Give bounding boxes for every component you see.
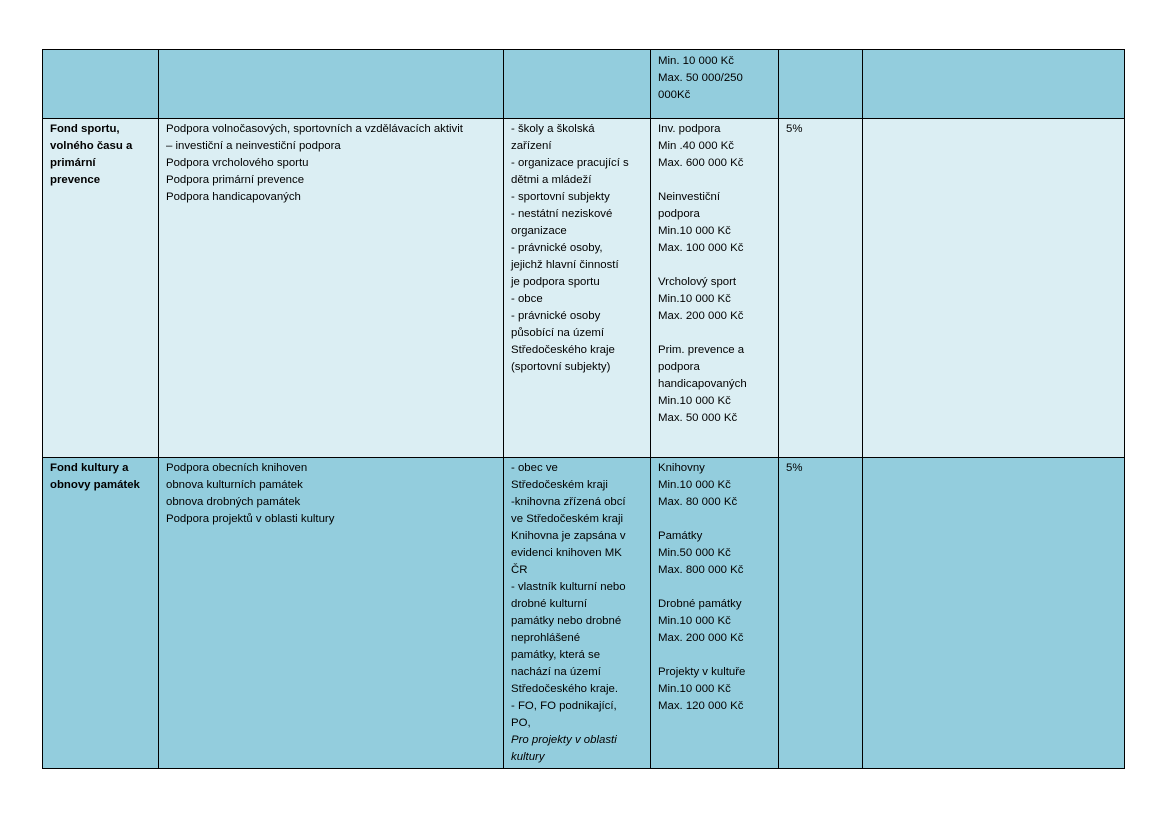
- cell-text-line: Max. 600 000 Kč: [658, 157, 744, 169]
- cell-text-line: Památky: [658, 530, 703, 542]
- cell-text-line: Pro projekty v oblasti: [511, 734, 617, 746]
- cell-text-line: Knihovny: [658, 462, 705, 474]
- cell-text-line: Max. 100 000 Kč: [658, 242, 744, 254]
- cell-text-line: Podpora obecních knihoven: [166, 462, 308, 474]
- cell-text-line: - školy a školská: [511, 123, 595, 135]
- amounts-cell: [651, 458, 779, 769]
- cell-text-line: Min .40 000 Kč: [658, 140, 734, 152]
- cell-text-line: Fond sportu,: [50, 123, 120, 135]
- cell-text-line: Max. 50 000 Kč: [658, 412, 738, 424]
- note-cell: [863, 458, 1125, 769]
- amounts-cell: [651, 50, 779, 119]
- cell-text-line: jejichž hlavní činností: [511, 259, 619, 271]
- cell-text-line: Max. 800 000 Kč: [658, 564, 744, 576]
- cell-text-line: Min.10 000 Kč: [658, 683, 731, 695]
- cell-text-line: Max. 200 000 Kč: [658, 310, 744, 322]
- cell-text-line: Podpora projektů v oblasti kultury: [166, 513, 335, 525]
- cell-text-line: Neinvestiční: [658, 191, 721, 203]
- note-cell: [863, 50, 1125, 119]
- cell-text-line: Podpora vrcholového sportu: [166, 157, 309, 169]
- cell-text-line: Min.10 000 Kč: [658, 615, 731, 627]
- cell-text-line: Max. 50 000/250: [658, 72, 743, 84]
- cell-text-line: primární: [50, 157, 96, 169]
- cell-text-line: handicapovaných: [658, 378, 747, 390]
- cell-text-line: evidenci knihoven MK: [511, 547, 622, 559]
- cell-text-line: Min. 10 000 Kč: [658, 55, 734, 67]
- cell-text-line: památky nebo drobné: [511, 615, 622, 627]
- cell-text-line: [658, 325, 773, 342]
- cell-text-line: Podpora volnočasových, sportovních a vzdělávacích aktivit: [166, 123, 463, 135]
- percent-cell: [779, 50, 863, 119]
- cell-text-line: Podpora primární prevence: [166, 174, 305, 186]
- cell-text-line: ČR: [511, 564, 528, 576]
- fund-name-cell: [43, 119, 159, 458]
- cell-text-line: Min.10 000 Kč: [658, 225, 731, 237]
- cell-text-line: působící na území: [511, 327, 605, 339]
- cell-text-line: - vlastník kulturní nebo: [511, 581, 626, 593]
- applicants-cell: [504, 119, 651, 458]
- cell-text-line: prevence: [50, 174, 101, 186]
- cell-text-line: [658, 647, 773, 664]
- cell-text-line: podpora: [658, 361, 700, 373]
- cell-text-line: - obec ve: [511, 462, 558, 474]
- cell-text-line: - sportovní subjekty: [511, 191, 610, 203]
- cell-text-line: Max. 120 000 Kč: [658, 700, 744, 712]
- cell-text-line: obnova kulturních památek: [166, 479, 303, 491]
- cell-text-line: Min.10 000 Kč: [658, 479, 731, 491]
- cell-text-line: - obce: [511, 293, 543, 305]
- cell-text-line: Min.50 000 Kč: [658, 547, 731, 559]
- applicants-cell: [504, 458, 651, 769]
- cell-text-line: kultury: [511, 751, 545, 763]
- cell-text-line: je podpora sportu: [511, 276, 600, 288]
- cell-text-line: podpora: [658, 208, 700, 220]
- cell-text-line: PO,: [511, 717, 531, 729]
- cell-text-line: [658, 511, 773, 528]
- fund-name-cell: [43, 458, 159, 769]
- table-row: [43, 458, 1125, 769]
- cell-text-line: neprohlášené: [511, 632, 581, 644]
- applicants-cell: [504, 50, 651, 119]
- percent-cell: [779, 119, 863, 458]
- cell-text-line: Vrcholový sport: [658, 276, 737, 288]
- cell-text-line: Inv. podpora: [658, 123, 721, 135]
- cell-text-line: Podpora handicapovaných: [166, 191, 301, 203]
- cell-text-line: - organizace pracující s: [511, 157, 629, 169]
- purpose-cell: [159, 458, 504, 769]
- cell-text-line: [658, 172, 773, 189]
- cell-text-line: Středočeského kraje.: [511, 683, 619, 695]
- cell-text-line: Knihovna je zapsána v: [511, 530, 626, 542]
- cell-text-line: 5%: [786, 462, 803, 474]
- cell-text-line: památky, která se: [511, 649, 601, 661]
- purpose-cell: [159, 50, 504, 119]
- note-cell: [863, 119, 1125, 458]
- cell-text-line: Max. 80 000 Kč: [658, 496, 738, 508]
- cell-text-line: zařízení: [511, 140, 552, 152]
- cell-text-line: (sportovní subjekty): [511, 361, 611, 373]
- percent-cell: [779, 458, 863, 769]
- cell-text-line: - nestátní neziskové: [511, 208, 613, 220]
- cell-text-line: Min.10 000 Kč: [658, 293, 731, 305]
- cell-text-line: - právnické osoby: [511, 310, 601, 322]
- cell-text-line: drobné kulturní: [511, 598, 587, 610]
- table-row: [43, 50, 1125, 119]
- cell-text-line: Prim. prevence a: [658, 344, 745, 356]
- cell-text-line: [658, 579, 773, 596]
- cell-text-line: 5%: [786, 123, 803, 135]
- cell-text-line: Fond kultury a: [50, 462, 129, 474]
- grant-funds-table: [42, 49, 1125, 769]
- cell-text-line: obnova drobných památek: [166, 496, 301, 508]
- cell-text-line: organizace: [511, 225, 567, 237]
- cell-text-line: -knihovna zřízená obcí: [511, 496, 626, 508]
- cell-text-line: [658, 257, 773, 274]
- cell-text-line: obnovy památek: [50, 479, 140, 491]
- purpose-cell: [159, 119, 504, 458]
- cell-text-line: nachází na území: [511, 666, 601, 678]
- cell-text-line: - právnické osoby,: [511, 242, 603, 254]
- cell-text-line: volného času a: [50, 140, 133, 152]
- cell-text-line: Max. 200 000 Kč: [658, 632, 744, 644]
- cell-text-line: Min.10 000 Kč: [658, 395, 731, 407]
- cell-text-line: 000Kč: [658, 89, 691, 101]
- cell-text-line: dětmi a mládeží: [511, 174, 592, 186]
- cell-text-line: – investiční a neinvestiční podpora: [166, 140, 341, 152]
- cell-text-line: Středočeském kraji: [511, 479, 608, 491]
- cell-text-line: Středočeského kraje: [511, 344, 615, 356]
- cell-text-line: Drobné památky: [658, 598, 742, 610]
- cell-text-line: Projekty v kultuře: [658, 666, 746, 678]
- amounts-cell: [651, 119, 779, 458]
- cell-text-line: ve Středočeském kraji: [511, 513, 624, 525]
- cell-text-line: - FO, FO podnikající,: [511, 700, 617, 712]
- fund-name-cell: [43, 50, 159, 119]
- table-row: [43, 119, 1125, 458]
